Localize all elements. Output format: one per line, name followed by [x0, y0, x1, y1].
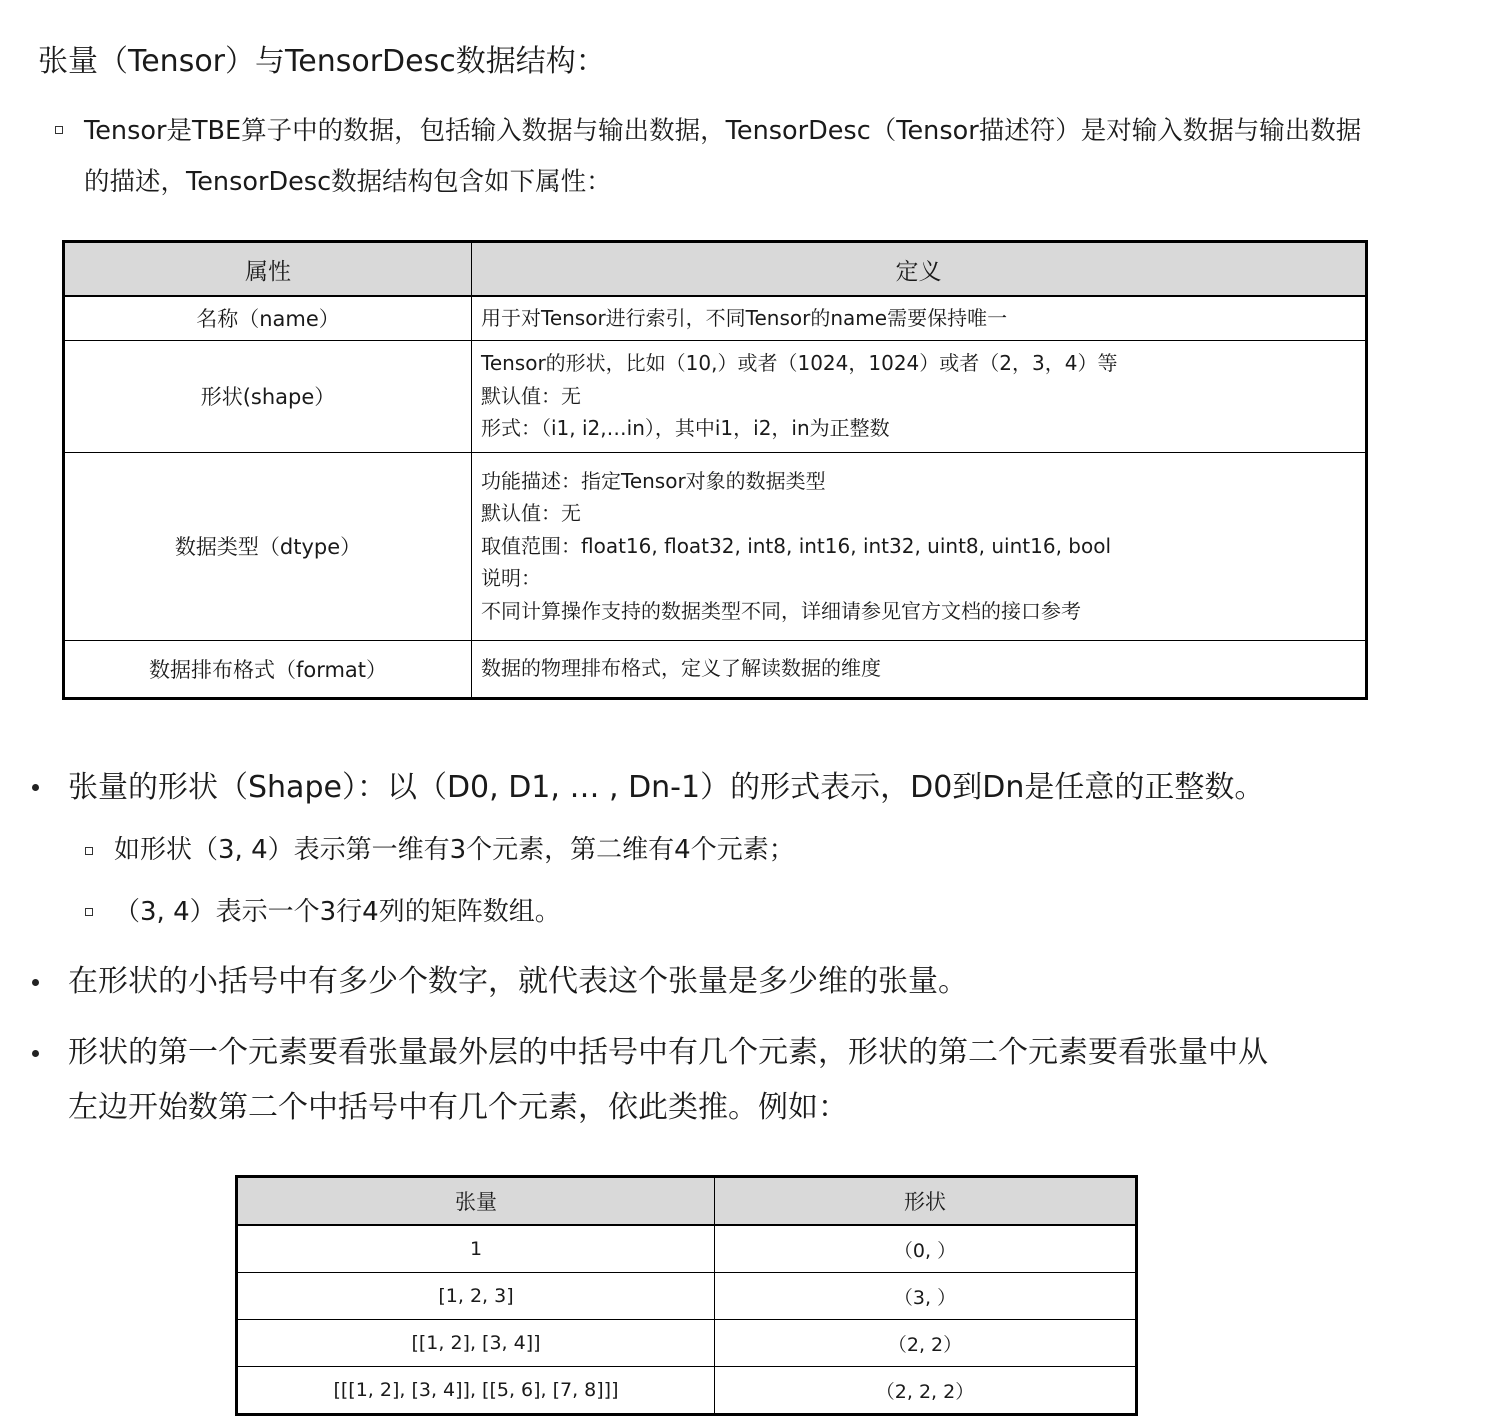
- shape-cell: （2, 2, 2）: [715, 1367, 1137, 1415]
- bullet-dot-icon: [32, 979, 39, 986]
- page-heading: 张量（Tensor）与TensorDesc数据结构：: [38, 44, 606, 79]
- definition-line: 功能描述：指定Tensor对象的数据类型: [481, 468, 826, 493]
- header-definition: 定义: [472, 242, 1367, 297]
- definition-line: 用于对Tensor进行索引，不同Tensor的name需要保持唯一: [481, 306, 1008, 330]
- definition-line: Tensor的形状，比如（10,）或者（1024，1024）或者（2，3，4）等: [481, 351, 1118, 376]
- attr-name-cell: 数据排布格式（format）: [64, 640, 472, 698]
- tensor-cell: [[[1, 2], [3, 4]], [[5, 6], [7, 8]]]: [237, 1367, 715, 1415]
- table-row: [64, 640, 1367, 698]
- bullet-shape: 张量的形状（Shape）：以（D0, D1, … , Dn-1）的形式表示，D0到Dn是任意的正整数。: [68, 770, 1265, 805]
- attr-name-cell: 名称（name）: [64, 296, 472, 340]
- intro-paragraph: Tensor是TBE算子中的数据，包括输入数据与输出数据，TensorDesc（Tensor描述符）是对输入数据与输出数据的描述，TensorDesc数据结构包含如下属性：: [84, 116, 1362, 197]
- header-attr: 属性: [64, 242, 472, 297]
- square-bullet-icon: [85, 847, 93, 855]
- bullet-dot-icon: [32, 1050, 39, 1057]
- table-row: [237, 1225, 1137, 1273]
- definition-cell: [472, 452, 1367, 640]
- table-row: [64, 452, 1367, 640]
- bullet-elements-line1: 形状的第一个元素要看张量最外层的中括号中有几个元素，形状的第二个元素要看张量中从: [68, 1035, 1268, 1070]
- square-bullet-icon: [55, 126, 63, 134]
- table-header-row: [64, 242, 1367, 297]
- table-row: [237, 1320, 1137, 1367]
- header-tensor: 张量: [237, 1177, 715, 1226]
- square-bullet-icon: [85, 908, 93, 916]
- table-header-row: [237, 1177, 1137, 1226]
- definition-line: 默认值：无: [481, 383, 581, 408]
- tensor-cell: [1, 2, 3]: [237, 1273, 715, 1320]
- definition-line: 说明：: [481, 566, 541, 591]
- definition-cell: [472, 340, 1367, 452]
- shape-cell: （3, ）: [715, 1273, 1137, 1320]
- shape-cell: （2, 2）: [715, 1320, 1137, 1367]
- bullet-dimensions: 在形状的小括号中有多少个数字，就代表这个张量是多少维的张量。: [68, 964, 968, 999]
- shape-example-table: [235, 1175, 1138, 1416]
- definition-line: 形式：（i1, i2,…in），其中i1，i2，in为正整数: [481, 416, 890, 441]
- shape-cell: （0, ）: [715, 1225, 1137, 1273]
- definition-line: 取值范围：float16, float32, int8, int16, int32, uint8, uint16, bool: [481, 533, 1112, 558]
- attr-name-cell: 形状(shape）: [64, 340, 472, 452]
- table-row: [237, 1367, 1137, 1415]
- definition-line: 默认值：无: [481, 501, 581, 526]
- tensor-cell: 1: [237, 1225, 715, 1273]
- definition-cell: [472, 640, 1367, 698]
- bullet-dot-icon: [32, 784, 39, 791]
- header-shape: 形状: [715, 1177, 1137, 1226]
- table-row: [64, 340, 1367, 452]
- sub-bullet-shape-example: 如形状（3, 4）表示第一维有3个元素，第二维有4个元素；: [114, 835, 795, 865]
- definition-line: 不同计算操作支持的数据类型不同，详细请参见官方文档的接口参考: [481, 598, 1081, 623]
- table-row: [237, 1273, 1137, 1320]
- bullet-elements-line2: 左边开始数第二个中括号中有几个元素，依此类推。例如：: [68, 1090, 848, 1125]
- sub-bullet-matrix: （3, 4）表示一个3行4列的矩阵数组。: [114, 897, 561, 927]
- definition-cell: [472, 296, 1367, 340]
- attr-name-cell: 数据类型（dtype）: [64, 452, 472, 640]
- tensor-cell: [[1, 2], [3, 4]]: [237, 1320, 715, 1367]
- definition-line: 数据的物理排布格式，定义了解读数据的维度: [481, 656, 881, 681]
- table-row: [64, 296, 1367, 340]
- attribute-table: [62, 240, 1368, 700]
